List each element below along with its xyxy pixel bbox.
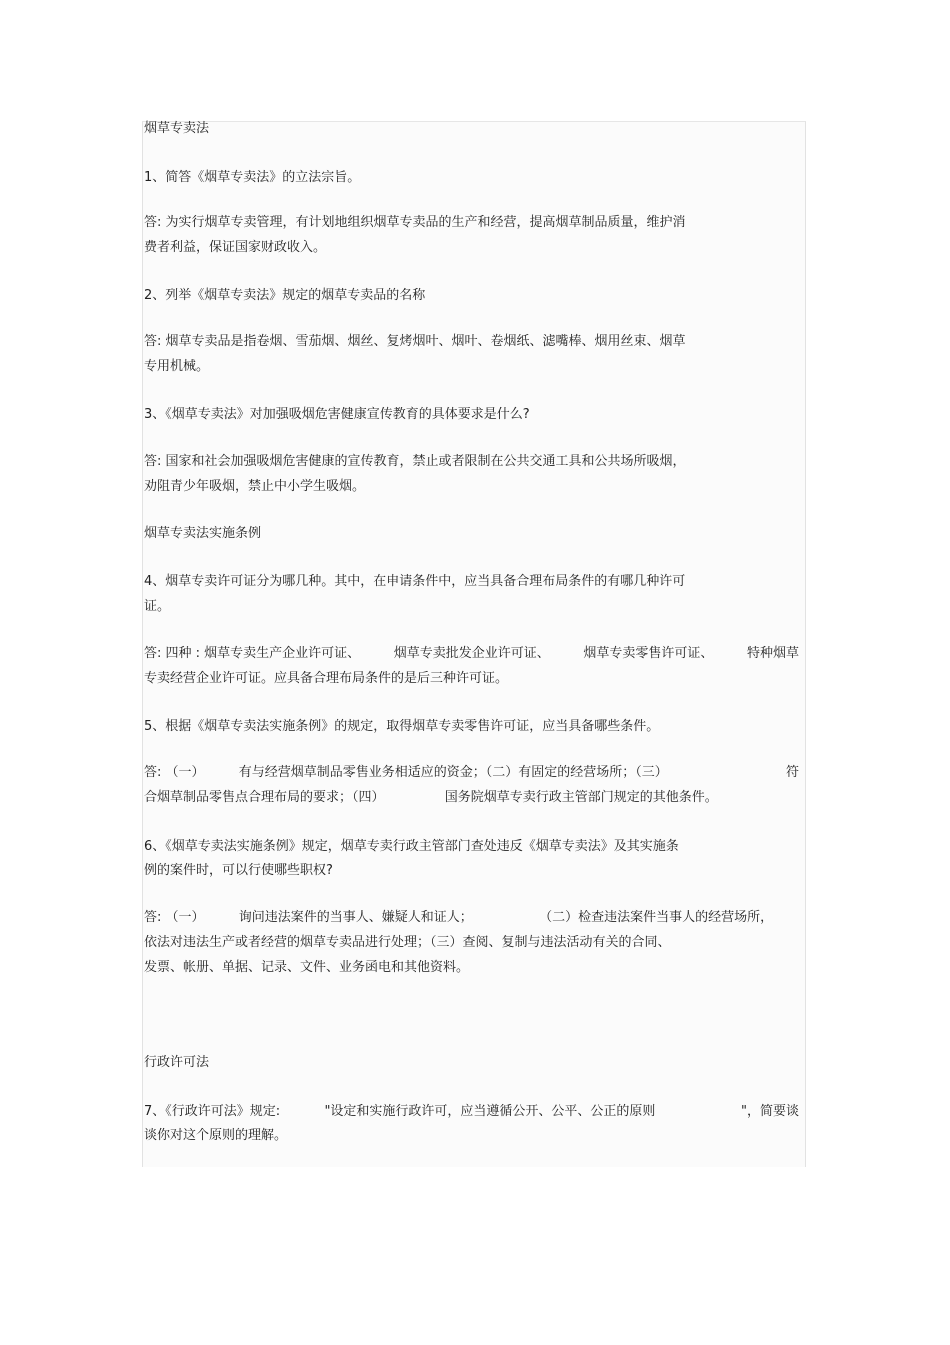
question-5: 5、根据《烟草专卖法实施条例》的规定，取得烟草专卖零售许可证，应当具备哪些条件。: [144, 719, 660, 734]
answer-6-line-2: 依法对违法生产或者经营的烟草专卖品进行处理；（三）查阅、复制与违法活动有关的合同、: [144, 935, 671, 950]
answer-6-line-3: 发票、帐册、单据、记录、文件、业务函电和其他资料。: [144, 960, 470, 975]
answer-5-part-3: 符: [785, 765, 799, 780]
answer-4-line-2: 专卖经营企业许可证。应具备合理布局条件的是后三种许可证。: [144, 671, 509, 686]
answer-5-part-2: 有与经营烟草制品零售业务相适应的资金；（二）有固定的经营场所；（三）: [238, 765, 668, 780]
answer-4-line-1: [144, 645, 799, 663]
answer-3-line-1: 答: 国家和社会加强吸烟危害健康的宣传教育，禁止或者限制在公共交通工具和公共场所吸烟，: [144, 454, 686, 469]
answer-5-line-2-part-2: 国务院烟草专卖行政主管部门规定的其他条件。: [444, 790, 718, 805]
answer-6-part-1: 答: （一）: [144, 910, 205, 925]
answer-1-line-2: 费者利益，保证国家财政收入。: [144, 240, 327, 255]
answer-5-line-1: [144, 764, 799, 782]
answer-5-line-2-part-1: 合烟草制品零售点合理布局的要求；（四）: [144, 790, 385, 805]
question-7-line-2: 谈你对这个原则的理解。: [144, 1128, 288, 1143]
question-4-line-1: 4、烟草专卖许可证分为哪几种。其中，在申请条件中，应当具备合理布局条件的有哪几种许可: [144, 574, 686, 589]
section-title-tobacco-law: 烟草专卖法: [144, 121, 210, 136]
answer-4-part-1: 答: 四种 : 烟草专卖生产企业许可证、: [144, 646, 361, 661]
answer-6-part-3: （二）检查违法案件当事人的经营场所，: [539, 910, 774, 925]
document-page: [142, 121, 806, 1167]
answer-4-part-2: 烟草专卖批发企业许可证、: [393, 646, 550, 661]
question-6-line-1: 6、《烟草专卖法实施条例》规定，烟草专卖行政主管部门查处违反《烟草专卖法》及其实施条: [144, 839, 679, 854]
answer-3-line-2: 劝阻青少年吸烟，禁止中小学生吸烟。: [144, 479, 366, 494]
answer-5-part-1: 答: （一）: [144, 765, 205, 780]
answer-4-part-4: 特种烟草: [746, 646, 799, 661]
section-title-implementation-regulations: 烟草专卖法实施条例: [144, 526, 262, 541]
answer-2-line-1: 答: 烟草专卖品是指卷烟、雪茄烟、烟丝、复烤烟叶、烟叶、卷烟纸、滤嘴棒、烟用丝束、烟草: [144, 334, 686, 349]
question-7-line-1: [144, 1103, 799, 1121]
answer-2-line-2: 专用机械。: [144, 359, 210, 374]
answer-4-part-3: 烟草专卖零售许可证、: [583, 646, 714, 661]
section-title-administrative-licensing-law: 行政许可法: [144, 1055, 210, 1070]
question-6-line-2: 例的案件时，可以行使哪些职权?: [144, 863, 333, 878]
question-3: 3、《烟草专卖法》对加强吸烟危害健康宣传教育的具体要求是什么?: [144, 407, 530, 422]
question-1: 1、简答《烟草专卖法》的立法宗旨。: [144, 170, 361, 185]
answer-5-line-2: [144, 789, 718, 807]
question-7-part-3: "，简要谈: [741, 1104, 799, 1119]
question-4-line-2: 证。: [144, 599, 171, 614]
answer-1-line-1: 答: 为实行烟草专卖管理，有计划地组织烟草专卖品的生产和经营，提高烟草制品质量，维护消: [144, 215, 686, 230]
answer-6-part-2: 询问违法案件的当事人、嫌疑人和证人；: [238, 910, 473, 925]
question-7-part-2: "设定和实施行政许可，应当遵循公开、公平、公正的原则: [324, 1104, 656, 1119]
question-7-part-1: 7、《行政许可法》规定:: [144, 1104, 281, 1119]
question-2: 2、列举《烟草专卖法》规定的烟草专卖品的名称: [144, 288, 426, 303]
answer-6-line-1: [144, 909, 773, 927]
